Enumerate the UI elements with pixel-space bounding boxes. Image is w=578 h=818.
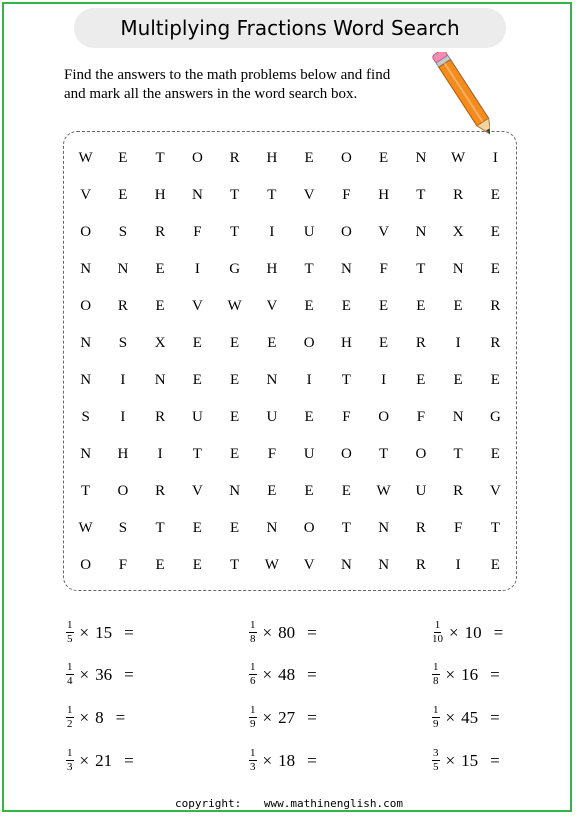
equals-sign: = [124,622,134,642]
grid-letter[interactable]: O [378,409,390,425]
fraction-numerator: 3 [433,747,439,759]
times-sign: × [262,622,273,642]
grid-letter[interactable]: I [269,224,275,240]
math-problem [249,620,317,645]
grid-letter[interactable]: R [229,150,240,166]
grid-letter[interactable]: T [304,261,314,277]
grid-letter[interactable]: N [191,187,203,203]
math-problem [66,620,134,645]
grid-letter[interactable]: R [490,335,501,351]
grid-letter[interactable]: R [453,187,464,203]
grid-letter[interactable]: N [340,261,352,277]
grid-letter[interactable]: N [80,446,92,462]
grid-letter[interactable]: E [490,372,500,388]
grid-letter[interactable]: I [455,557,461,573]
grid-letter[interactable]: N [340,557,352,573]
grid-letter[interactable]: V [489,483,501,499]
grid-letter[interactable]: E [267,483,277,499]
fraction [432,705,440,730]
fraction-numerator: 1 [67,661,73,673]
grid-letter[interactable]: U [303,446,315,462]
grid-letter[interactable]: V [303,557,315,573]
multiplier: 45 [461,707,479,727]
grid-letter[interactable]: I [381,372,387,388]
grid-letter[interactable]: G [229,261,241,277]
grid-letter[interactable]: R [415,557,426,573]
multiplier: 10 [464,622,482,642]
grid-letter[interactable]: H [340,335,352,351]
fraction-numerator: 1 [433,704,439,716]
grid-letter[interactable]: E [490,187,500,203]
grid-letter[interactable]: S [118,520,128,536]
equals-sign: = [307,664,317,684]
grid-letter[interactable]: R [415,335,426,351]
grid-letter[interactable]: E [155,261,165,277]
grid-letter[interactable]: I [120,372,126,388]
grid-letter[interactable]: W [451,150,466,166]
footer [0,797,578,810]
instructions-line-1: Find the answers to the math problems below and find [64,67,391,83]
grid-letter[interactable]: N [378,520,390,536]
grid-letter[interactable]: T [155,520,165,536]
grid-letter[interactable]: O [303,520,315,536]
grid-letter[interactable]: F [453,520,463,536]
grid-letter[interactable]: O [80,557,92,573]
multiplier: 15 [461,750,479,770]
grid-letter[interactable]: O [303,335,315,351]
grid-letter[interactable]: S [118,224,128,240]
multiplier: 15 [95,622,113,642]
grid-letter[interactable]: E [192,372,202,388]
fraction-numerator: 1 [67,747,73,759]
fraction [249,662,257,687]
grid-letter[interactable]: S [81,409,90,425]
grid-letter[interactable]: T [416,261,426,277]
grid-letter[interactable]: I [194,261,200,277]
grid-letter[interactable]: O [415,446,427,462]
multiplier: 36 [95,664,113,684]
equals-sign: = [307,707,317,727]
grid-letter[interactable]: O [340,224,352,240]
fraction-denominator: 4 [67,675,73,687]
grid-letter[interactable]: F [118,557,128,573]
equals-sign: = [124,750,134,770]
multiplier: 80 [278,622,296,642]
grid-letter[interactable]: T [416,187,426,203]
grid-letter[interactable]: N [154,372,166,388]
grid-letter[interactable]: E [155,557,165,573]
grid-letter[interactable]: T [230,187,240,203]
equals-sign: = [490,664,500,684]
equals-sign: = [490,750,500,770]
grid-letter[interactable]: R [490,298,501,314]
grid-letter[interactable]: W [78,520,93,536]
equals-sign: = [124,664,134,684]
fraction [66,662,74,687]
fraction-numerator: 1 [250,747,256,759]
grid-letter[interactable]: E [118,150,128,166]
grid-letter[interactable]: W [264,557,279,573]
math-problem [249,748,317,773]
times-sign: × [445,707,456,727]
fraction [66,748,74,773]
grid-letter[interactable]: T [341,520,351,536]
grid-letter[interactable]: E [453,298,463,314]
grid-letter[interactable]: N [266,372,278,388]
grid-letter[interactable]: E [304,483,314,499]
grid-letter[interactable]: T [267,187,277,203]
fraction-numerator: 1 [433,661,439,673]
times-sign: × [445,750,456,770]
grid-letter[interactable]: E [490,224,500,240]
grid-letter[interactable]: T [490,520,500,536]
multiplier: 27 [278,707,296,727]
grid-letter[interactable]: E [230,520,240,536]
fraction-denominator: 8 [433,675,439,687]
grid-letter[interactable]: E [379,298,389,314]
grid-letter[interactable]: E [230,335,240,351]
instructions-line-2: and mark all the answers in the word search box. [64,86,358,102]
grid-letter[interactable]: T [155,150,165,166]
fraction-denominator: 3 [67,761,73,773]
math-problem [432,748,500,773]
fraction [249,620,257,645]
grid-letter[interactable]: E [155,298,165,314]
grid-letter[interactable]: N [229,483,241,499]
fraction-numerator: 1 [67,619,73,631]
grid-letter[interactable]: E [118,187,128,203]
times-sign: × [262,707,273,727]
grid-letter[interactable]: F [379,261,388,277]
grid-letter[interactable]: O [80,298,92,314]
times-sign: × [262,750,273,770]
times-sign: × [262,664,273,684]
fraction [432,748,440,773]
fraction [66,620,74,645]
grid-letter[interactable]: H [378,187,390,203]
grid-letter[interactable]: S [118,335,128,351]
equals-sign: = [493,622,504,642]
math-problem [66,662,134,687]
multiplier: 18 [278,750,296,770]
grid-letter[interactable]: I [492,150,498,166]
times-sign: × [445,664,456,684]
grid-letter[interactable]: V [191,483,203,499]
grid-letter[interactable]: W [376,483,391,499]
fraction-denominator: 10 [432,633,443,645]
fraction-numerator: 1 [250,619,256,631]
grid-letter[interactable]: E [416,298,426,314]
equals-sign: = [490,707,500,727]
fraction-numerator: 1 [67,704,73,716]
times-sign: × [79,707,90,727]
fraction [249,705,257,730]
grid-letter[interactable]: E [192,335,202,351]
multiplier: 21 [95,750,113,770]
fraction-denominator: 5 [67,633,73,645]
fraction-numerator: 1 [434,619,441,631]
grid-letter[interactable]: N [80,335,92,351]
grid-letter[interactable]: X [452,224,464,240]
multiplier: 48 [278,664,296,684]
grid-letter[interactable]: V [303,187,315,203]
grid-letter[interactable]: E [230,409,240,425]
grid-letter[interactable]: T [453,446,463,462]
grid-letter[interactable]: E [304,409,314,425]
grid-letter[interactable]: E [341,298,351,314]
grid-letter[interactable]: U [303,224,315,240]
grid-letter[interactable]: N [80,372,92,388]
grid-letter[interactable]: U [266,409,278,425]
grid-letter[interactable]: F [416,409,426,425]
grid-letter[interactable]: E [379,335,389,351]
grid-letter[interactable]: N [378,557,390,573]
times-sign: × [79,750,90,770]
grid-letter[interactable]: T [81,483,91,499]
fraction [249,748,257,773]
grid-letter[interactable]: I [455,335,461,351]
grid-letter[interactable]: T [192,446,202,462]
grid-letter[interactable]: T [230,557,240,573]
copyright-label: copyright: [175,797,242,810]
grid-letter[interactable]: V [80,187,92,203]
math-problem [66,748,134,773]
grid-letter[interactable]: O [191,150,203,166]
grid-letter[interactable]: H [154,187,166,203]
grid-letter[interactable]: E [304,298,314,314]
grid-letter[interactable]: O [340,446,352,462]
multiplier: 16 [461,664,479,684]
title-banner [74,8,506,48]
fraction [432,620,443,645]
grid-letter[interactable]: F [342,187,351,203]
pencil-icon [420,52,490,134]
grid-letter[interactable]: N [415,224,427,240]
grid-letter[interactable]: N [415,150,427,166]
grid-letter[interactable]: N [117,261,129,277]
grid-letter[interactable]: V [378,224,390,240]
grid-letter[interactable]: W [78,150,93,166]
grid-letter[interactable]: N [266,520,278,536]
grid-letter[interactable]: T [341,372,351,388]
equals-sign: = [307,750,317,770]
grid-letter[interactable]: I [306,372,312,388]
times-sign: × [79,664,90,684]
grid-letter[interactable]: E [230,372,240,388]
page-title: Multiplying Fractions Word Search [120,16,460,40]
fraction-denominator: 5 [433,761,439,773]
grid-letter[interactable]: E [192,520,202,536]
fraction-denominator: 9 [250,718,256,730]
grid-letter[interactable]: H [266,261,278,277]
grid-letter[interactable]: N [452,409,464,425]
grid-letter[interactable]: E [230,446,240,462]
grid-letter[interactable]: U [415,483,427,499]
grid-letter[interactable]: X [154,335,166,351]
grid-letter[interactable]: H [266,150,278,166]
grid-letter[interactable]: R [453,483,464,499]
fraction-denominator: 6 [250,675,256,687]
fraction-denominator: 2 [67,718,73,730]
fraction-denominator: 8 [250,633,256,645]
math-problem [432,620,503,645]
grid-letter[interactable]: O [80,224,92,240]
grid-letter[interactable]: E [267,335,277,351]
grid-letter[interactable]: F [193,224,202,240]
grid-letter[interactable]: I [157,446,163,462]
grid-letter[interactable]: T [230,224,240,240]
grid-letter[interactable]: E [192,557,202,573]
grid-letter[interactable]: E [453,372,463,388]
grid-letter[interactable]: R [117,298,128,314]
grid-letter[interactable]: T [379,446,389,462]
equals-sign: = [307,622,317,642]
fraction-denominator: 3 [250,761,256,773]
grid-letter[interactable]: E [341,483,351,499]
times-sign: × [79,622,90,642]
grid-letter[interactable]: E [490,557,500,573]
grid-letter[interactable]: O [340,150,352,166]
grid-letter[interactable]: V [266,298,278,314]
grid-letter[interactable]: E [490,446,500,462]
math-problem [249,662,317,687]
grid-letter[interactable]: G [489,409,501,425]
instructions [64,66,409,104]
copyright-site[interactable]: www.mathinenglish.com [263,797,403,810]
grid-letter[interactable]: N [80,261,92,277]
grid-letter[interactable]: R [155,483,166,499]
grid-letter[interactable]: R [155,409,166,425]
fraction-denominator: 9 [433,718,439,730]
grid-letter[interactable]: U [191,409,203,425]
fraction [66,705,74,730]
math-problem [66,705,125,730]
grid-letter[interactable]: I [120,409,126,425]
grid-letter[interactable]: E [304,150,314,166]
grid-letter[interactable]: E [490,261,500,277]
equals-sign: = [115,707,126,727]
grid-letter[interactable]: R [155,224,166,240]
grid-letter[interactable]: O [117,483,129,499]
grid-letter[interactable]: H [117,446,129,462]
grid-letter[interactable]: E [379,150,389,166]
grid-letter[interactable]: V [191,298,203,314]
multiplier: 8 [95,707,104,727]
fraction-numerator: 1 [250,661,256,673]
math-problem [249,705,317,730]
grid-letter[interactable]: E [416,372,426,388]
grid-letter[interactable]: F [267,446,277,462]
times-sign: × [449,622,459,642]
fraction [432,662,440,687]
grid-letter[interactable]: F [342,409,351,425]
word-search-grid [67,140,514,584]
math-problem [432,662,500,687]
grid-letter[interactable]: R [415,520,426,536]
math-problem [432,705,500,730]
fraction-numerator: 1 [250,704,256,716]
grid-letter[interactable]: W [227,298,242,314]
grid-letter[interactable]: N [452,261,464,277]
